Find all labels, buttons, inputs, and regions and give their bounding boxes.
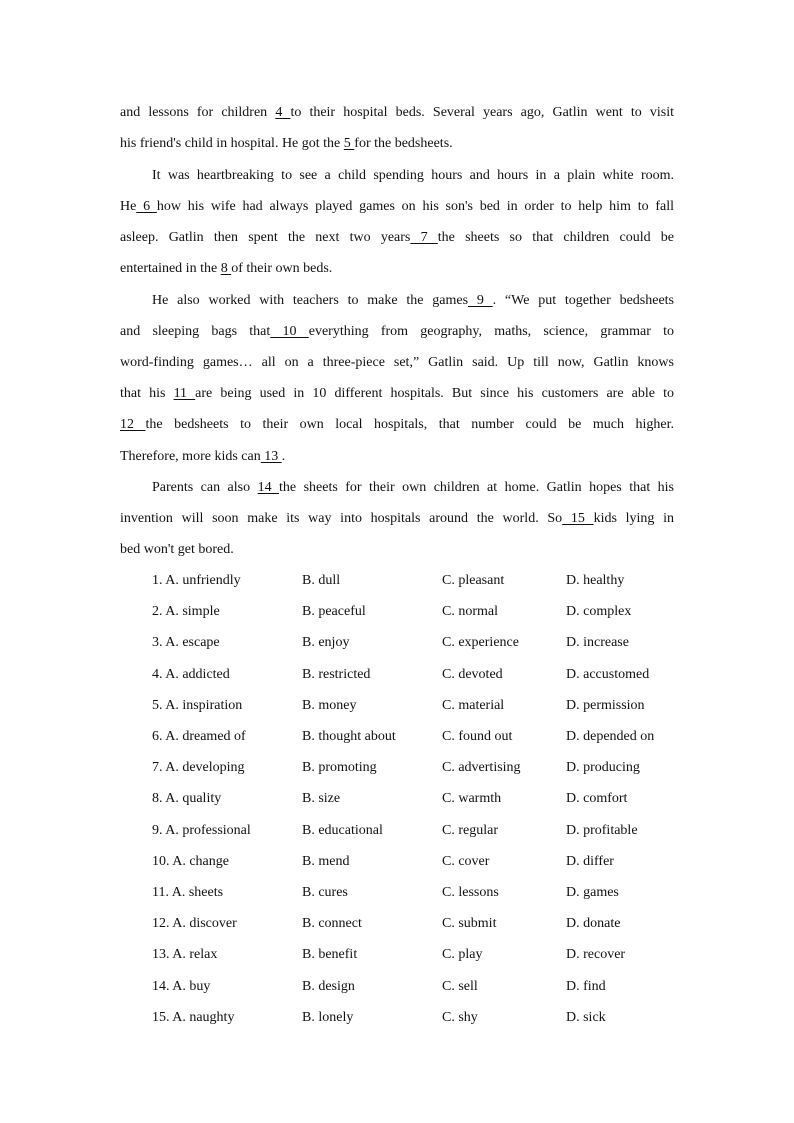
question-row: [0, 915, 794, 933]
option-text: D. increase: [566, 635, 629, 651]
option-text: B. design: [302, 978, 355, 994]
option-d: [566, 634, 629, 652]
option-text: C. regular: [442, 822, 498, 838]
passage-text: invention will soon make its way into hospitals around the world. So: [120, 511, 563, 526]
option-text: C. cover: [442, 853, 490, 869]
option-d: [566, 1009, 606, 1027]
option-text: B. promoting: [302, 760, 377, 776]
passage-text: the bedsheets to their own local hospitals, that number could be much higher.: [145, 417, 674, 432]
option-b: [302, 634, 349, 652]
question-number: 12.: [152, 916, 170, 932]
question-row: [0, 790, 794, 808]
passage-text: to their hospital beds. Several years ago, Gatlin went to visit: [290, 105, 675, 120]
option-text: C. play: [442, 947, 483, 963]
option-text: A. dreamed of: [165, 729, 246, 744]
passage-line: [120, 135, 674, 153]
option-text: D. permission: [566, 697, 645, 713]
option-a: [152, 634, 220, 652]
answer-blank: 7: [410, 230, 438, 245]
option-b: [302, 759, 377, 777]
option-d: [566, 728, 654, 746]
option-text: D. healthy: [566, 573, 625, 588]
answer-blank: 10: [270, 324, 309, 339]
option-c: [442, 666, 503, 684]
passage-text: Parents can also: [152, 480, 258, 495]
passage-line: [120, 323, 674, 341]
option-d: [566, 884, 619, 902]
option-text: B. mend: [302, 853, 350, 869]
option-text: A. quality: [165, 791, 222, 807]
question-row: [0, 946, 794, 964]
question-number: 10.: [152, 853, 170, 869]
question-row: [0, 822, 794, 840]
option-text: C. pleasant: [442, 573, 505, 588]
option-a: [152, 853, 229, 871]
option-text: A. change: [172, 853, 229, 869]
question-number: 13.: [152, 947, 170, 963]
passage-line: [120, 416, 674, 434]
option-text: A. buy: [172, 978, 211, 994]
option-text: D. games: [566, 885, 619, 900]
option-text: A. naughty: [172, 1009, 235, 1025]
question-number: 15.: [152, 1009, 170, 1025]
option-a: [152, 759, 245, 777]
option-text: C. sell: [442, 978, 478, 994]
option-c: [442, 822, 498, 840]
option-d: [566, 822, 638, 840]
option-c: [442, 946, 482, 964]
option-text: D. depended on: [566, 729, 655, 744]
option-b: [302, 697, 356, 715]
option-text: B. benefit: [302, 947, 358, 963]
passage-text: his friend's child in hospital. He got the: [120, 136, 344, 151]
option-a: [152, 915, 237, 933]
question-row: [0, 603, 794, 621]
option-text: C. warmth: [442, 791, 502, 807]
option-a: [152, 884, 223, 902]
passage-line: [120, 104, 674, 122]
option-a: [152, 1009, 234, 1027]
passage-line: [120, 229, 674, 247]
option-d: [566, 666, 649, 684]
question-number: 4.: [152, 666, 163, 682]
option-a: [152, 822, 251, 840]
option-text: B. enjoy: [302, 635, 350, 651]
option-a: [152, 978, 210, 996]
passage-text: and lessons for children: [120, 105, 276, 120]
question-row: [0, 666, 794, 684]
option-c: [442, 603, 498, 621]
passage-text: bed won't get bored.: [120, 542, 234, 557]
answer-blank: 6: [136, 199, 157, 214]
answer-blank: 12: [120, 417, 146, 432]
passage-line: [120, 385, 674, 403]
option-c: [442, 1009, 478, 1027]
passage-text: are being used in 10 different hospitals. But since his customers are able to: [195, 386, 674, 401]
option-text: D. recover: [566, 947, 626, 963]
answer-blank: 9: [468, 293, 493, 308]
passage-text: for the bedsheets.: [354, 136, 453, 151]
option-c: [442, 572, 504, 590]
answer-blank: 15: [562, 511, 594, 526]
option-c: [442, 790, 501, 808]
option-a: [152, 946, 217, 964]
option-b: [302, 884, 348, 902]
option-text: B. thought about: [302, 729, 396, 744]
option-d: [566, 603, 631, 621]
option-text: B. lonely: [302, 1009, 354, 1025]
passage-text: He also worked with teachers to make the games: [152, 293, 469, 308]
passage-text: .: [281, 449, 286, 464]
option-text: B. cures: [302, 885, 348, 900]
answer-blank: 13: [260, 449, 282, 464]
passage-line: [120, 198, 674, 216]
option-d: [566, 915, 620, 933]
option-text: A. simple: [165, 604, 220, 620]
question-row: [0, 853, 794, 871]
option-d: [566, 790, 627, 808]
question-number: 2.: [152, 604, 163, 620]
passage-text: He: [120, 199, 137, 214]
passage-text: kids lying in: [593, 511, 675, 526]
option-a: [152, 697, 242, 715]
passage-text: how his wife had always played games on his son's bed in order to help him to fall: [156, 199, 675, 214]
option-c: [442, 915, 496, 933]
passage-text: the sheets so that children could be: [437, 230, 675, 245]
passage-line: [120, 260, 674, 278]
option-c: [442, 759, 521, 777]
passage-text: asleep. Gatlin then spent the next two years: [120, 230, 411, 245]
option-text: D. accustomed: [566, 666, 650, 682]
question-number: 8.: [152, 791, 163, 807]
passage-line: [120, 541, 674, 559]
option-text: C. material: [442, 697, 505, 713]
option-text: B. dull: [302, 573, 341, 588]
option-d: [566, 759, 640, 777]
passage-text: the sheets for their own children at home. Gatlin hopes that his: [279, 480, 674, 495]
option-a: [152, 790, 221, 808]
option-b: [302, 978, 355, 996]
question-row: [0, 728, 794, 746]
option-c: [442, 884, 499, 902]
passage-line: [152, 167, 674, 185]
option-text: B. connect: [302, 916, 362, 932]
option-text: D. find: [566, 978, 606, 994]
answer-blank: 11: [173, 386, 196, 401]
option-text: B. money: [302, 697, 357, 713]
passage-text: everything from geography, maths, science, grammar to: [308, 324, 674, 339]
question-number: 11.: [152, 885, 169, 900]
passage-line: [152, 479, 674, 497]
question-row: [0, 759, 794, 777]
option-text: C. experience: [442, 635, 519, 651]
option-a: [152, 666, 230, 684]
question-number: 9.: [152, 822, 163, 838]
option-text: A. sheets: [171, 885, 224, 900]
answer-blank: 4: [275, 105, 291, 120]
option-text: A. unfriendly: [165, 573, 241, 588]
option-d: [566, 946, 625, 964]
question-number: 7.: [152, 760, 163, 776]
option-text: D. producing: [566, 760, 640, 776]
answer-blank: 8: [220, 261, 232, 276]
passage-line: [120, 354, 674, 372]
option-a: [152, 572, 241, 590]
option-b: [302, 1009, 353, 1027]
option-text: D. profitable: [566, 822, 638, 838]
question-row: [0, 1009, 794, 1027]
option-text: C. submit: [442, 916, 497, 932]
passage-line: [120, 510, 674, 528]
option-text: C. normal: [442, 604, 498, 620]
option-d: [566, 697, 645, 715]
passage-text: It was heartbreaking to see a child spending hours and hours in a plain white room.: [152, 168, 674, 183]
option-text: C. devoted: [442, 666, 503, 682]
option-text: A. addicted: [165, 666, 230, 682]
question-number: 5.: [152, 697, 163, 713]
option-d: [566, 978, 606, 996]
option-c: [442, 853, 489, 871]
option-b: [302, 853, 349, 871]
option-text: A. escape: [165, 635, 220, 651]
option-text: C. shy: [442, 1009, 478, 1025]
option-b: [302, 572, 340, 590]
option-text: D. sick: [566, 1009, 606, 1025]
option-c: [442, 728, 512, 746]
option-b: [302, 603, 366, 621]
passage-text: word-finding games… all on a three-piece set,” Gatlin said. Up till now, Gatlin knows: [120, 355, 674, 370]
answer-blank: 5: [343, 136, 355, 151]
option-c: [442, 634, 519, 652]
option-text: A. relax: [172, 947, 218, 963]
passage-text: of their own beds.: [231, 261, 333, 276]
option-d: [566, 572, 624, 590]
passage-line: [152, 292, 674, 310]
option-text: C. found out: [442, 729, 513, 744]
question-row: [0, 634, 794, 652]
option-text: D. complex: [566, 604, 632, 620]
passage-text: Therefore, more kids can: [120, 449, 261, 464]
option-text: A. developing: [165, 760, 245, 776]
option-text: D. differ: [566, 853, 614, 869]
question-row: [0, 978, 794, 996]
option-a: [152, 728, 246, 746]
option-text: A. discover: [172, 916, 237, 932]
passage-text: that his: [120, 386, 174, 401]
option-b: [302, 666, 370, 684]
question-number: 14.: [152, 978, 170, 994]
passage-line: [120, 448, 674, 466]
option-text: B. educational: [302, 822, 383, 838]
option-text: C. advertising: [442, 760, 521, 776]
option-text: B. size: [302, 791, 341, 807]
option-text: B. peaceful: [302, 604, 366, 620]
question-number: 6.: [152, 729, 163, 744]
option-b: [302, 728, 396, 746]
option-text: A. professional: [165, 822, 251, 838]
option-b: [302, 790, 340, 808]
option-b: [302, 946, 357, 964]
option-text: A. inspiration: [165, 697, 243, 713]
option-a: [152, 603, 220, 621]
answer-blank: 14: [257, 480, 280, 495]
question-row: [0, 697, 794, 715]
option-c: [442, 978, 478, 996]
option-text: B. restricted: [302, 666, 371, 682]
question-number: 3.: [152, 635, 163, 651]
option-text: C. lessons: [442, 885, 499, 900]
question-row: [0, 572, 794, 590]
passage-text: . “We put together bedsheets: [492, 293, 675, 308]
passage-text: entertained in the: [120, 261, 221, 276]
passage-text: and sleeping bags that: [120, 324, 271, 339]
option-d: [566, 853, 614, 871]
option-c: [442, 697, 504, 715]
option-text: D. donate: [566, 916, 621, 932]
option-b: [302, 915, 362, 933]
question-number: 1.: [152, 573, 163, 588]
question-row: [0, 884, 794, 902]
option-b: [302, 822, 383, 840]
option-text: D. comfort: [566, 791, 628, 807]
